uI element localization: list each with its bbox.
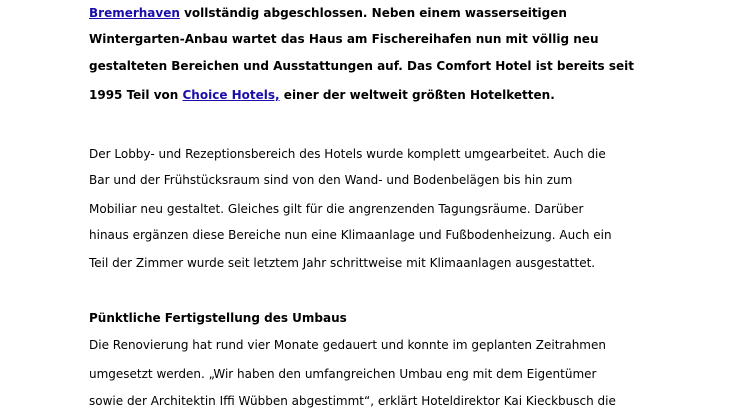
section-line-1: Die Renovierung hat rund vier Monate gedauert und konnte im geplanten Zeitrahmen bbox=[89, 338, 606, 352]
paragraph-1-line-1: Der Lobby- und Rezeptionsbereich des Hotels wurde komplett umgearbeitet. Auch die bbox=[89, 147, 606, 161]
intro-line-1-text: vollständig abgeschlossen. Neben einem wasserseitigen bbox=[179, 6, 567, 20]
intro-line-4-pre: 1995 Teil von bbox=[89, 88, 183, 102]
intro-line-2: Wintergarten-Anbau wartet das Haus am Fischereihafen nun mit völlig neu bbox=[89, 32, 599, 46]
intro-line-4 bbox=[89, 87, 555, 103]
section-line-2: umgesetzt werden. „Wir haben den umfangreichen Umbau eng mit dem Eigentümer bbox=[89, 367, 597, 381]
intro-line-1 bbox=[89, 5, 567, 21]
choice-hotels-link[interactable]: Choice Hotels, bbox=[182, 88, 280, 102]
section-line-3: sowie der Architektin Iffi Wübben abgestimmt“, erklärt Hoteldirektor Kai Kieckbusch die bbox=[89, 394, 616, 408]
intro-line-4-post: einer der weltweit größten Hotelketten. bbox=[279, 88, 555, 102]
bremerhaven-link[interactable]: Bremerhaven bbox=[89, 6, 180, 20]
paragraph-1-line-4: hinaus ergänzen diese Bereiche nun eine Klimaanlage und Fußbodenheizung. Auch ein bbox=[89, 228, 612, 242]
paragraph-1-line-2: Bar und der Frühstücksraum sind von den Wand- und Bodenbelägen bis hin zum bbox=[89, 173, 573, 187]
intro-line-3: gestalteten Bereichen und Ausstattungen auf. Das Comfort Hotel ist bereits seit bbox=[89, 59, 634, 73]
section-heading: Pünktliche Fertigstellung des Umbaus bbox=[89, 311, 347, 325]
paragraph-1-line-3: Mobiliar neu gestaltet. Gleiches gilt für die angrenzenden Tagungsräume. Darüber bbox=[89, 202, 584, 216]
paragraph-1-line-5: Teil der Zimmer wurde seit letztem Jahr schrittweise mit Klimaanlagen ausgestattet. bbox=[89, 256, 596, 270]
